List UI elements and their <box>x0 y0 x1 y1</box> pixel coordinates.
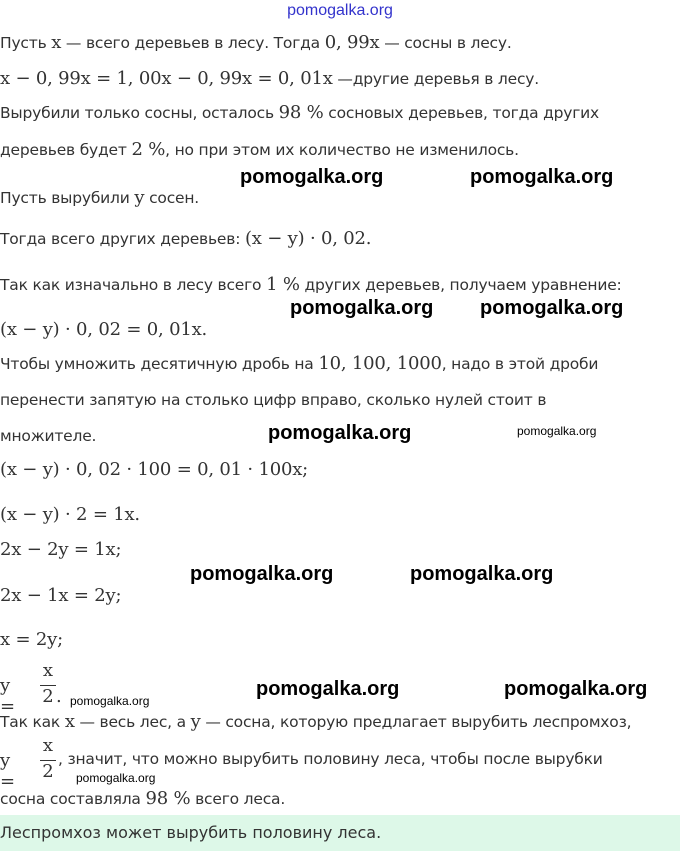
answer-box <box>0 815 680 851</box>
watermark: pomogalka.org <box>470 166 614 188</box>
watermark-small: pomogalka.org <box>76 771 156 785</box>
text-segment: Пусть вырубили <box>0 189 135 207</box>
math-expression: 2 % <box>131 139 166 160</box>
math-expression: x = 2y; <box>0 629 63 650</box>
text-line <box>0 789 285 809</box>
text-segment: перенести запятую на столько цифр вправо, сколько нулей стоит в <box>0 391 547 409</box>
answer-text: Леспромхоз может вырубить половину леса. <box>0 823 382 842</box>
text-line <box>0 103 599 123</box>
watermark-small: pomogalka.org <box>70 694 150 708</box>
watermark: pomogalka.org <box>504 678 648 700</box>
watermark-small: pomogalka.org <box>517 424 597 438</box>
watermark: pomogalka.org <box>410 563 554 585</box>
watermark-top: pomogalka.org <box>287 2 393 19</box>
text-segment: — сосна, которую предлагает вырубить леспромхоз, <box>200 713 632 731</box>
text-segment: Чтобы умножить десятичную дробь на <box>0 355 319 373</box>
text-segment: Тогда всего других деревьев: <box>0 230 245 248</box>
text-line <box>0 320 207 340</box>
math-expression: (x − y) · 0, 02 = 0, 01x. <box>0 319 208 340</box>
watermark: pomogalka.org <box>268 422 412 444</box>
math-expression: y <box>190 711 201 732</box>
math-expression: (x − y) · 0, 02 · 100 = 0, 01 · 100x; <box>0 459 309 480</box>
text-line <box>0 505 140 525</box>
text-segment: — всего деревьев в лесу. Тогда <box>61 34 325 52</box>
text-segment: , но при этом их количество не изменилось. <box>165 141 519 159</box>
text-line <box>0 712 631 732</box>
fraction-continuation-text: , значит, что можно вырубить половину леса, чтобы после вырубки <box>58 750 603 768</box>
text-line <box>0 140 519 160</box>
math-expression: 0, 99x <box>324 32 380 53</box>
text-segment: деревьев будет <box>0 141 132 159</box>
watermark: pomogalka.org <box>190 563 334 585</box>
text-line <box>0 188 199 208</box>
fraction-denominator: 2 <box>42 761 54 782</box>
text-line <box>0 275 622 295</box>
text-line <box>0 229 371 249</box>
math-expression: (x − y) · 2 = 1x. <box>0 504 140 525</box>
math-expression: x − 0, 99x = 1, 00x − 0, 99x = 0, 01x <box>0 68 333 89</box>
text-segment: — весь лес, а <box>74 713 191 731</box>
watermark: pomogalka.org <box>290 297 434 319</box>
text-line <box>0 33 512 53</box>
text-segment: Так как изначально в лесу всего <box>0 276 267 294</box>
math-expression: 10, 100, 1000 <box>318 353 442 374</box>
text-segment: —другие деревья в лесу. <box>332 70 539 88</box>
text-segment: всего леса. <box>190 790 286 808</box>
text-segment: сосна составляла <box>0 790 146 808</box>
text-line <box>0 354 598 374</box>
fraction-lhs: y = <box>0 750 16 792</box>
math-expression: 98 % <box>145 788 191 809</box>
text-line <box>0 586 121 606</box>
fraction-period: . <box>56 686 62 707</box>
fraction-numerator: x <box>42 735 54 756</box>
text-segment: — сосны в лесу. <box>379 34 512 52</box>
text-segment: сосен. <box>144 189 200 207</box>
math-expression: 1 % <box>266 274 300 295</box>
text-segment: Пусть <box>0 34 52 52</box>
text-segment: Так как <box>0 713 65 731</box>
text-line <box>0 390 546 410</box>
text-segment: сосновых деревьев, тогда других <box>323 104 600 122</box>
text-segment: других деревьев, получаем уравнение: <box>299 276 622 294</box>
text-line <box>0 426 96 446</box>
math-expression: 2x − 1x = 2y; <box>0 585 122 606</box>
math-expression: y <box>134 187 145 208</box>
fraction-numerator: x <box>42 660 54 681</box>
text-segment: Вырубили только сосны, осталось <box>0 104 279 122</box>
math-expression: (x − y) · 0, 02. <box>244 228 372 249</box>
text-segment: , надо в этой дроби <box>441 355 599 373</box>
math-expression: 98 % <box>278 102 324 123</box>
text-line <box>0 460 308 480</box>
math-expression: 2x − 2y = 1x; <box>0 539 122 560</box>
watermark: pomogalka.org <box>240 166 384 188</box>
fraction-denominator: 2 <box>42 686 54 707</box>
watermark: pomogalka.org <box>480 297 624 319</box>
text-line <box>0 69 539 89</box>
text-line <box>0 630 63 650</box>
text-segment: множителе. <box>0 427 97 445</box>
math-expression: x <box>51 32 62 53</box>
fraction-lhs: y = <box>0 675 16 717</box>
text-line <box>0 540 121 560</box>
watermark: pomogalka.org <box>256 678 400 700</box>
math-expression: x <box>64 711 75 732</box>
